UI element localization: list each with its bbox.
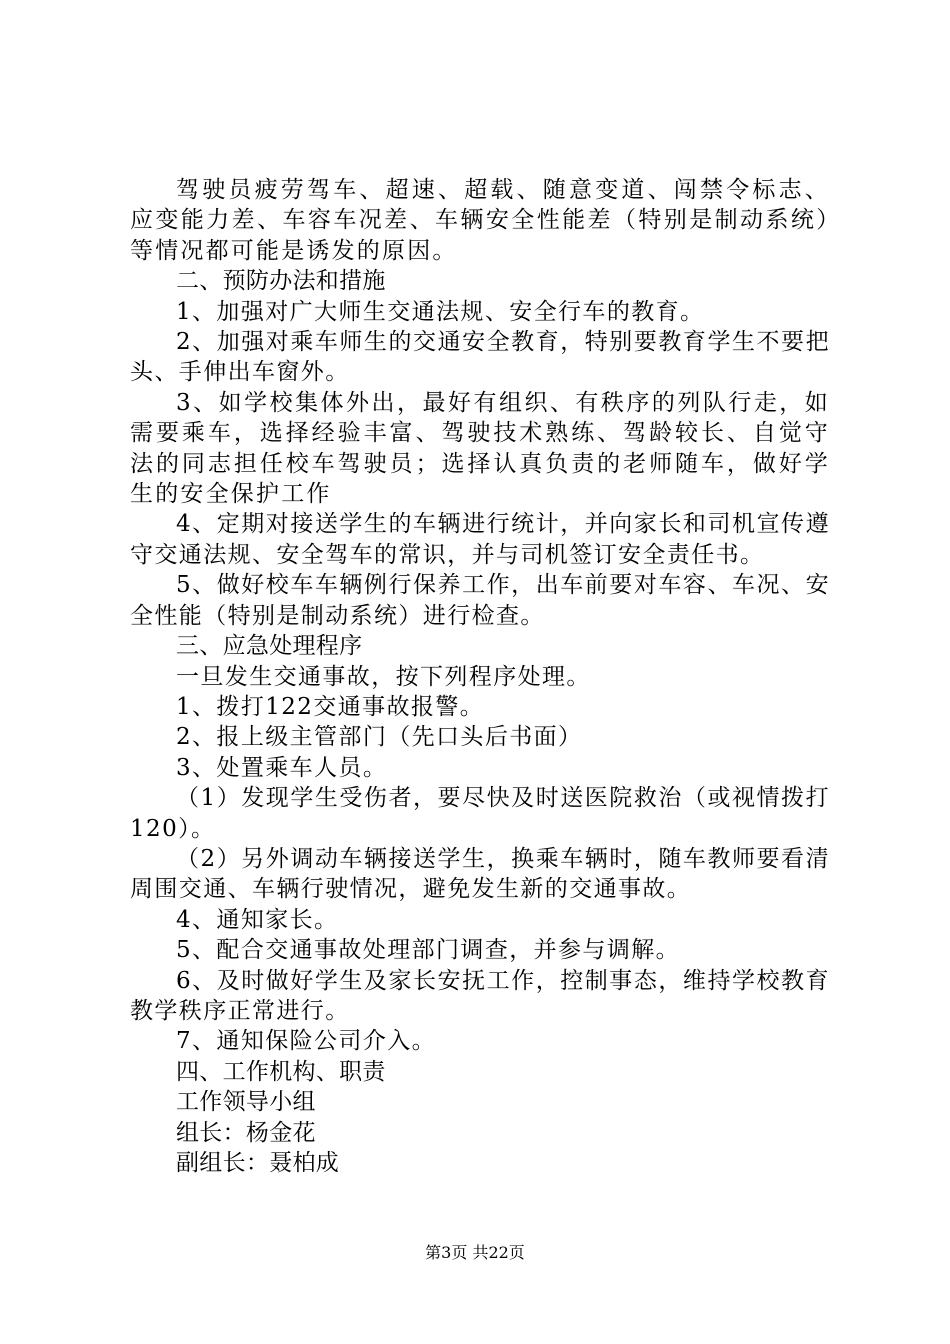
page-number-footer: 第3页 共22页 bbox=[425, 1243, 525, 1262]
heading-prevention: 二、预防办法和措施 bbox=[176, 268, 386, 295]
paragraph-emergency-1: 1、拨打122交通事故报警。 bbox=[176, 693, 485, 720]
paragraph-prevention-3: 3、如学校集体外出，最好有组织、有秩序的列队行走，如需要乘车，选择经验丰富、驾驶技术熟练、驾龄较长、自觉守法的同志担任校车驾驶员；选择认真负责的老师随车，做好学生的安全保护工作 bbox=[130, 389, 830, 508]
paragraph-emergency-5: 5、配合交通事故处理部门调查，并参与调解。 bbox=[176, 937, 681, 964]
paragraph-emergency-7: 7、通知保险公司介入。 bbox=[176, 1028, 437, 1055]
paragraph-emergency-6: 6、及时做好学生及家长安抚工作，控制事态，维持学校教育教学秩序正常进行。 bbox=[130, 967, 830, 1024]
paragraph-prevention-2: 2、加强对乘车师生的交通安全教育，特别要教育学生不要把头、手伸出车窗外。 bbox=[130, 329, 830, 386]
paragraph-emergency-3-1: （1）发现学生受伤者，要尽快及时送医院救治（或视情拨打120）。 bbox=[130, 785, 830, 842]
paragraph-leading-group: 工作领导小组 bbox=[176, 1089, 316, 1116]
paragraph-group-leader: 组长：杨金花 bbox=[176, 1119, 316, 1146]
paragraph-emergency-3: 3、处置乘车人员。 bbox=[176, 754, 388, 781]
paragraph-causes: 驾驶员疲劳驾车、超速、超载、随意变道、闯禁令标志、应变能力差、车容车况差、车辆安全性能差（特别是制动系统）等情况都可能是诱发的原因。 bbox=[130, 177, 830, 264]
paragraph-emergency-2: 2、报上级主管部门（先口头后书面） bbox=[176, 724, 583, 751]
paragraph-prevention-5: 5、做好校车车辆例行保养工作，出车前要对车容、车况、安全性能（特别是制动系统）进行检查。 bbox=[130, 572, 830, 629]
paragraph-emergency-4: 4、通知家长。 bbox=[176, 906, 339, 933]
paragraph-prevention-4: 4、定期对接送学生的车辆进行统计，并向家长和司机宣传遵守交通法规、安全驾车的常识，并与司机签订安全责任书。 bbox=[130, 511, 830, 568]
paragraph-emergency-3-2: （2）另外调动车辆接送学生，换乘车辆时，随车教师要看清周围交通、车辆行驶情况，避免发生新的交通事故。 bbox=[130, 845, 830, 903]
heading-organization: 四、工作机构、职责 bbox=[176, 1058, 386, 1085]
heading-emergency: 三、应急处理程序 bbox=[176, 633, 363, 660]
paragraph-prevention-1: 1、加强对广大师生交通法规、安全行车的教育。 bbox=[176, 298, 705, 325]
paragraph-emergency-intro: 一旦发生交通事故，按下列程序处理。 bbox=[176, 663, 591, 690]
paragraph-deputy-leader: 副组长：聂柏成 bbox=[176, 1150, 340, 1176]
document-body bbox=[130, 175, 830, 1178]
